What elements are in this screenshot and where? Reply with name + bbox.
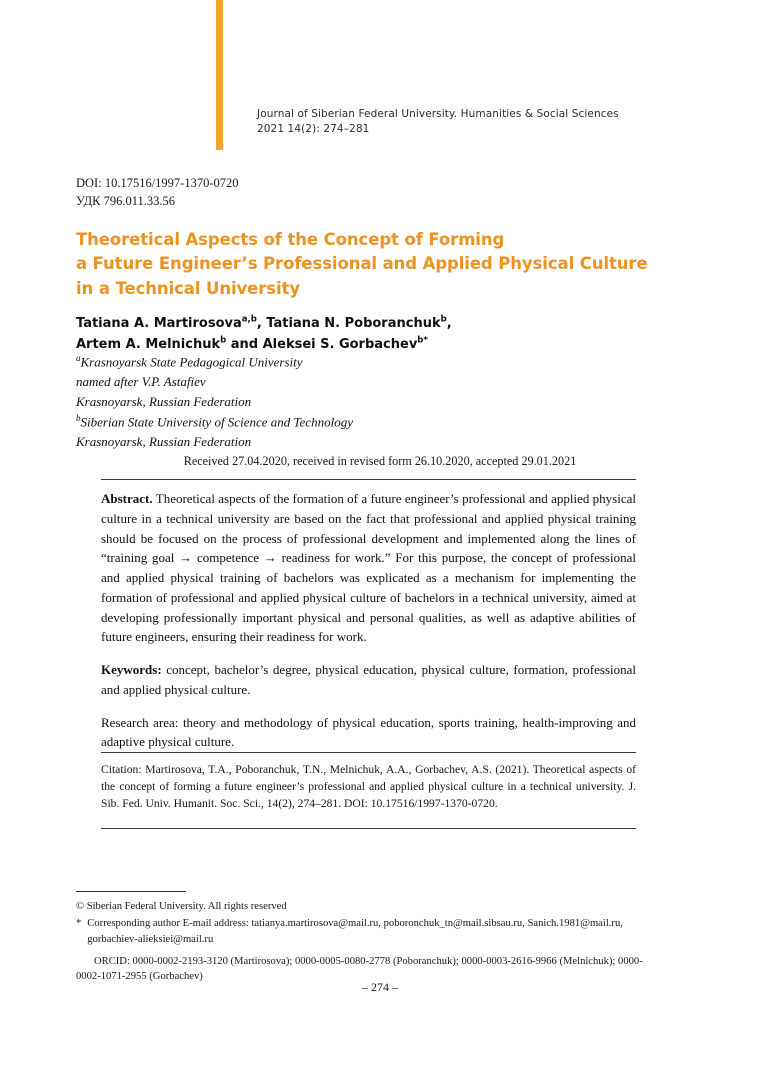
author-name: , Tatiana N. Poboranchuk: [256, 316, 441, 331]
affiliation-text: Krasnoyarsk, Russian Federation: [76, 393, 252, 409]
affiliation-text: Siberian State University of Science and Technology: [80, 413, 353, 429]
page-number: – 274 –: [362, 980, 398, 994]
corresponding-author-line: [76, 916, 666, 947]
keywords-text: concept, bachelor’s degree, physical education, physical culture, formation, professional and applied physical culture.: [101, 662, 636, 697]
corresponding-author-text: Corresponding author E-mail address: tatianya.martirosova@mail.ru, poboronchuk_tn@mail.sibsau.ru, Sanich.1981@mail.ru, gorbachiev-alieksiei@mail.ru: [87, 918, 623, 945]
abstract-text: Theoretical aspects of the formation of a future engineer’s professional and applied physical culture in a technical university are based on the fact that professional and applied physical training should be focused on the process of professional development and implemented along the lines of “training goal → competence → readiness for work.” For this purpose, the concept of professional and applied physical training of bachelors was explicated as a mechanism for implementing the formation of professional and applied physical culture of bachelors in a technical university, aimed at developing professionally important physical and personal qualities, as well as adaptive abilities of future engineers, ensuring their readiness for work.: [101, 491, 636, 645]
author-affiliation-marker: b: [440, 314, 447, 325]
citation-block: Citation: Martirosova, T.A., Poboranchuk, T.N., Melnichuk, A.A., Gorbachev, A.S. (2021). Theoretical aspects of the concept of forming a future engineer’s professional and applied physical culture in a technical university. J. Sib. Fed. Univ. Humanit. Soc. Sci., 14(2), 274–281. DOI: 10.17516/1997-1370-0720.: [101, 763, 636, 811]
affiliation-item: [76, 372, 676, 392]
divider-top: [101, 479, 636, 480]
footnote-marker: *: [76, 918, 82, 930]
doi-line: DOI: 10.17516/1997-1370-0720: [76, 176, 239, 190]
affiliation-item: [76, 432, 676, 452]
divider-citation-bottom: [101, 828, 636, 829]
udk-line: УДК 796.011.33.56: [76, 194, 175, 209]
abstract-section: [101, 489, 636, 752]
affiliation-item: [76, 352, 676, 372]
keywords-paragraph: [101, 660, 636, 700]
orcid-line: ORCID: 0000-0002-2193-3120 (Martirosova); 0000-0005-0080-2778 (Poboranchuk); 0000-0003-2616-9966 (Melnichuk); 0000-0002-1071-2955 (Gorbachev): [76, 956, 643, 983]
affiliation-marker: a: [76, 353, 81, 363]
author-list: [76, 313, 676, 355]
journal-name: Journal of Siberian Federal University. Humanities & Social Sciences: [257, 108, 619, 120]
affiliation-text: Krasnoyarsk State Pedagogical University: [80, 354, 303, 370]
title-line-3: in a Technical University: [76, 278, 301, 298]
journal-header: [216, 0, 619, 150]
affiliation-marker: b: [76, 412, 81, 423]
author-affiliation-marker: b*: [417, 335, 428, 346]
author-name: Tatiana A. Martirosova: [76, 316, 242, 331]
title-line-2: a Future Engineer’s Professional and Applied Physical Culture: [76, 254, 648, 274]
affiliation-text: Krasnoyarsk, Russian Federation: [76, 433, 252, 449]
abstract-label: Abstract.: [101, 491, 153, 506]
footnote-block: [76, 899, 666, 985]
identifier-block: [76, 174, 239, 210]
journal-masthead: [257, 0, 619, 137]
affiliation-text: named after V.P. Astafiev: [76, 374, 206, 390]
author-name: and Aleksei S. Gorbachev: [226, 337, 418, 353]
author-line-1: [76, 313, 676, 334]
author-name: Artem A. Melnichuk: [76, 337, 221, 353]
divider-citation-top: [101, 752, 636, 753]
page-title: [76, 228, 676, 301]
author-affiliation-marker: a,b: [241, 314, 257, 325]
author-line-separator: ,: [446, 316, 452, 331]
author-affiliation-marker: b: [220, 335, 227, 346]
affiliation-item: [76, 392, 676, 412]
received-dates: Received 27.04.2020, received in revised form 26.10.2020, accepted 29.01.2021: [183, 454, 577, 468]
abstract-paragraph: [101, 489, 636, 647]
copyright-line: © Siberian Federal University. All rights reserved: [76, 901, 287, 912]
journal-issue: 2021 14(2): 274–281: [257, 123, 370, 136]
footnote-rule: [76, 891, 186, 892]
affiliation-list: [76, 352, 676, 451]
title-line-1: Theoretical Aspects of the Concept of Forming: [76, 230, 505, 249]
affiliation-item: [76, 412, 676, 432]
keywords-label: Keywords:: [101, 662, 162, 677]
accent-bar: [216, 0, 223, 150]
research-area-paragraph: Research area: theory and methodology of physical education, sports training, health-improving and adaptive physical culture.: [101, 714, 636, 750]
